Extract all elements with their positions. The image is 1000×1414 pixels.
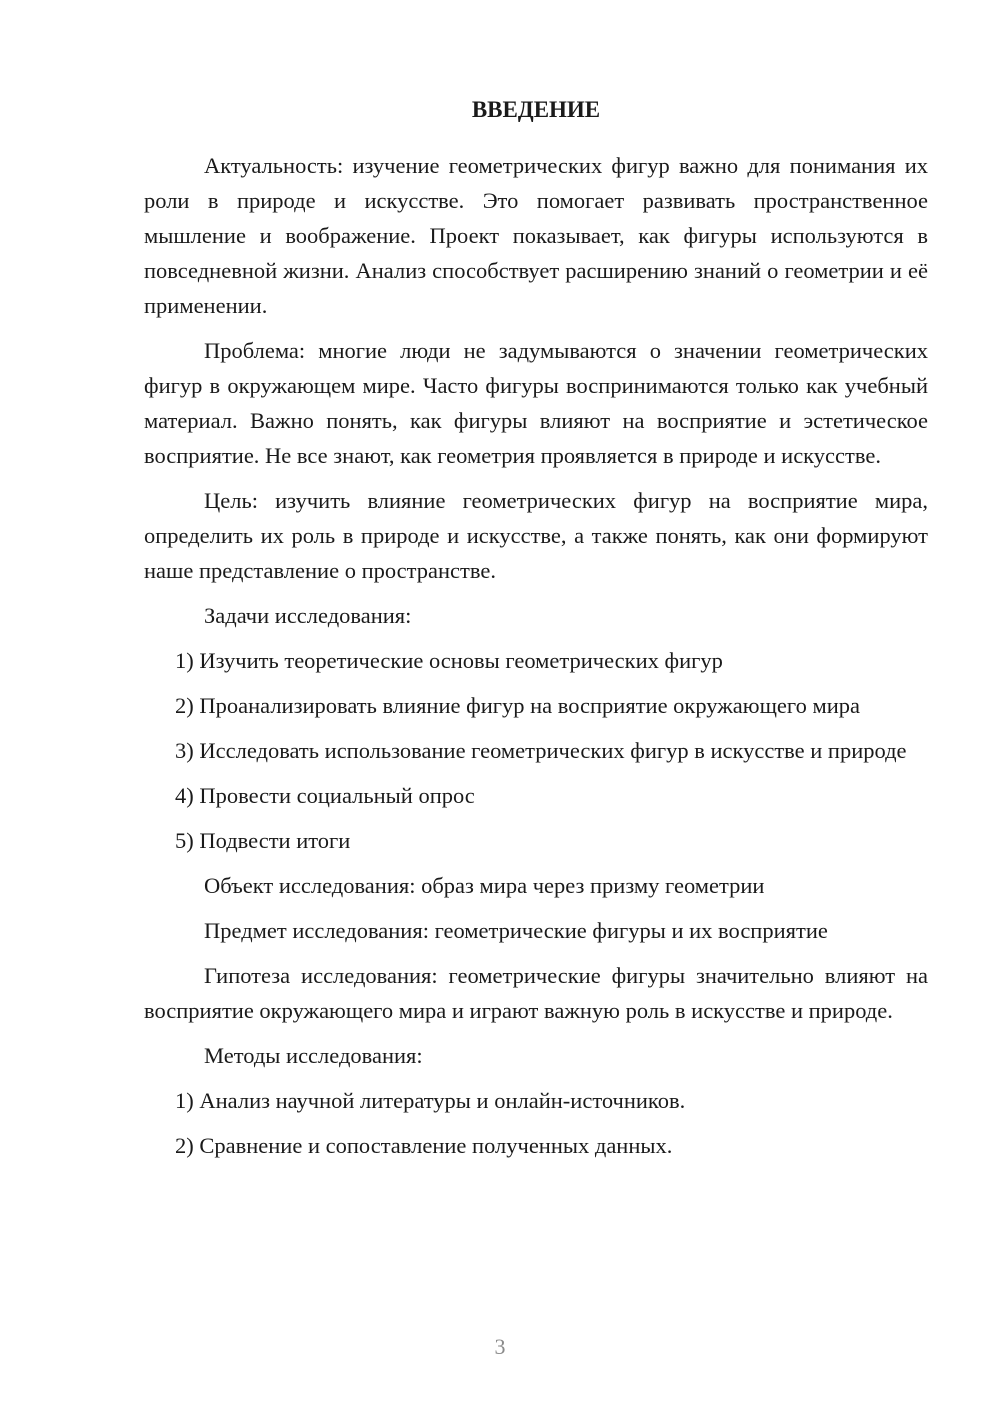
method-item: 1) Анализ научной литературы и онлайн-источников. xyxy=(175,1088,686,1113)
problem-paragraph: Проблема: многие люди не задумываются о значении геометрических фигур в окружающем мире. Часто фигуры воспринимаются только как учебный материал. Важно понять, как фигуры влияют на восприятие и эстетическое восприятие. Не все знают, как геометрия проявляется в природе и искусстве. xyxy=(144,338,928,468)
research-object: Объект исследования: образ мира через призму геометрии xyxy=(204,873,765,898)
tasks-heading: Задачи исследования: xyxy=(204,603,412,628)
hypothesis-paragraph: Гипотеза исследования: геометрические фигуры значительно влияют на восприятие окружающего мира и играют важную роль в искусстве и природе. xyxy=(144,963,928,1023)
research-subject: Предмет исследования: геометрические фигуры и их восприятие xyxy=(204,918,828,943)
section-title: ВВЕДЕНИЕ xyxy=(471,97,601,122)
relevance-paragraph: Актуальность: изучение геометрических фигур важно для понимания их роли в природе и искусстве. Это помогает развивать пространственное мышление и воображение. Проект показывает, как фигуры используются в повседневной жизни. Анализ способствует расширению знаний о геометрии и её применении. xyxy=(144,153,928,318)
goal-paragraph: Цель: изучить влияние геометрических фигур на восприятие мира, определить их роль в природе и искусстве, а также понять, как они формируют наше представление о пространстве. xyxy=(144,488,928,583)
task-item: 2) Проанализировать влияние фигур на восприятие окружающего мира xyxy=(175,693,860,718)
task-item: 1) Изучить теоретические основы геометрических фигур xyxy=(175,648,723,673)
page-number: 3 xyxy=(494,1334,506,1359)
task-item: 5) Подвести итоги xyxy=(175,828,351,853)
document-page xyxy=(144,96,928,1173)
task-item: 3) Исследовать использование геометрических фигур в искусстве и природе xyxy=(175,738,907,763)
method-item: 2) Сравнение и сопоставление полученных данных. xyxy=(175,1133,673,1158)
methods-heading: Методы исследования: xyxy=(204,1043,423,1068)
task-item: 4) Провести социальный опрос xyxy=(175,783,475,808)
